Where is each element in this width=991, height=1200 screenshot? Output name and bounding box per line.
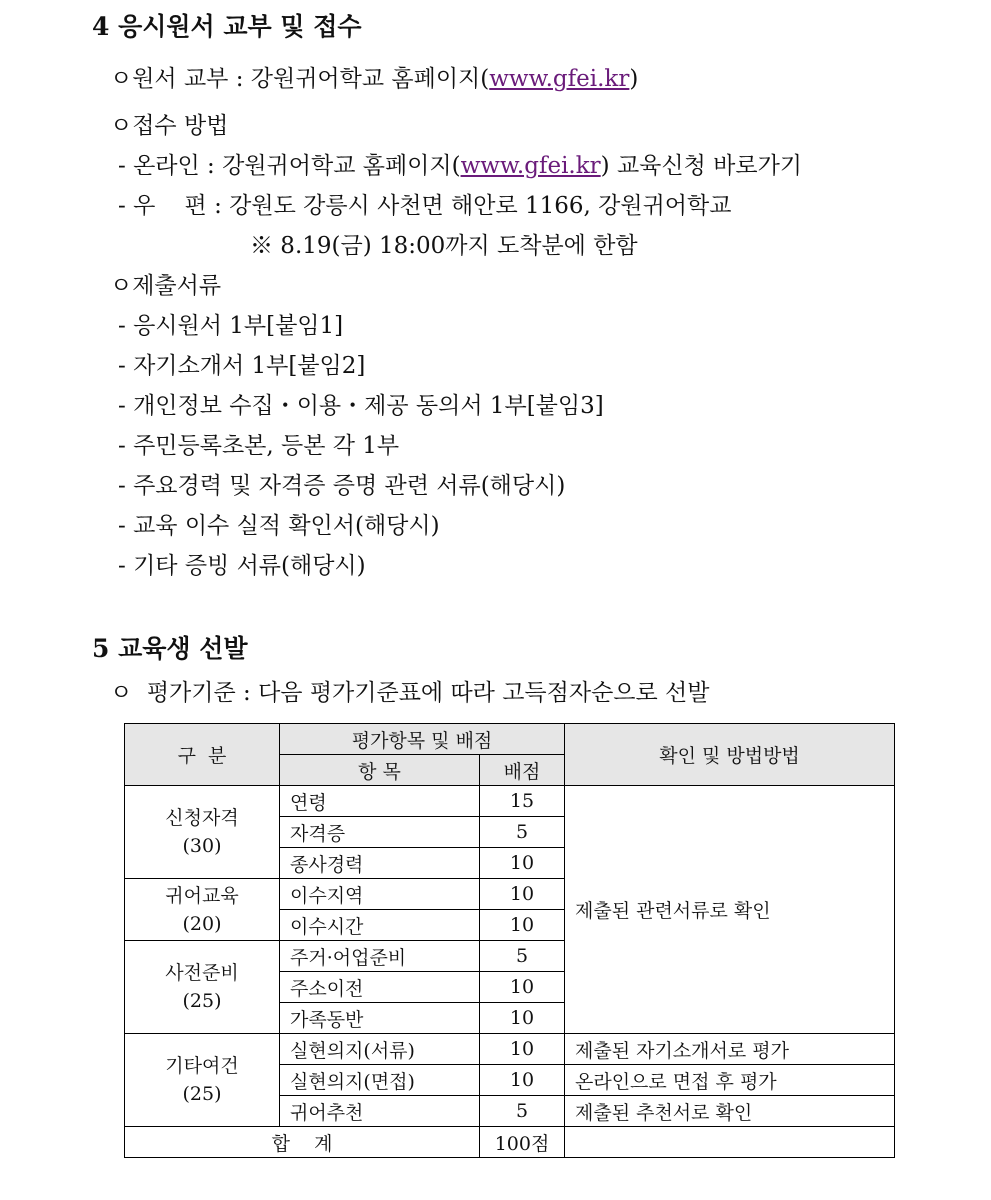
document-item: - 교육 이수 실적 확인서(해당시)	[118, 513, 440, 539]
document-item: - 기타 증빙 서류(해당시)	[118, 553, 366, 579]
points-cell: 15	[480, 786, 565, 817]
mail-submission-line: - 우 편 : 강원도 강릉시 사천면 해안로 1166, 강원귀어학교	[118, 193, 732, 219]
header-items-points: 평가항목 및 배점	[280, 724, 565, 755]
group-cell	[125, 786, 280, 879]
header-points: 배점	[480, 755, 565, 786]
group-cell	[125, 941, 280, 1034]
points-cell: 5	[480, 817, 565, 848]
online-submission-line	[118, 151, 802, 181]
homepage-link[interactable]: www.gfei.kr	[489, 66, 630, 92]
group-total: (30)	[182, 835, 222, 857]
points-cell: 10	[480, 910, 565, 941]
total-points: 100점	[480, 1127, 565, 1158]
document-item: - 응시원서 1부[붙임1]	[118, 313, 344, 339]
application-issue-line	[110, 64, 638, 94]
group-name: 사전준비	[165, 962, 239, 984]
header-division: 구 분	[125, 724, 280, 786]
item-cell: 이수지역	[280, 879, 480, 910]
document-item: - 개인정보 수집・이용・제공 동의서 1부[붙임3]	[118, 393, 604, 419]
document-item: - 주요경력 및 자격증 증명 관련 서류(해당시)	[118, 473, 566, 499]
points-cell: 10	[480, 1034, 565, 1065]
points-cell: 10	[480, 1003, 565, 1034]
method-self-intro: 제출된 자기소개서로 평가	[565, 1034, 895, 1065]
group-total: (25)	[182, 990, 222, 1012]
method-recommendation: 제출된 추천서로 확인	[565, 1096, 895, 1127]
points-cell: 10	[480, 879, 565, 910]
points-cell: 5	[480, 1096, 565, 1127]
section-5-heading: 5 교육생 선발	[92, 634, 248, 663]
item-cell: 가족동반	[280, 1003, 480, 1034]
item-cell: 이수시간	[280, 910, 480, 941]
item-cell: 주거·어업준비	[280, 941, 480, 972]
method-documents: 제출된 관련서류로 확인	[565, 786, 895, 1034]
points-cell: 10	[480, 848, 565, 879]
mail-deadline-note: ※ 8.19(금) 18:00까지 도착분에 한함	[250, 233, 638, 259]
group-name: 신청자격	[165, 807, 239, 829]
group-name: 귀어교육	[165, 884, 239, 907]
online-submission-suffix: ) 교육신청 바로가기	[600, 153, 803, 179]
points-cell: 10	[480, 972, 565, 1003]
header-item: 항 목	[280, 755, 480, 786]
total-method-empty	[565, 1127, 895, 1158]
evaluation-table	[124, 723, 895, 1158]
item-cell: 귀어추천	[280, 1096, 480, 1127]
item-cell: 실현의지(면접)	[280, 1065, 480, 1096]
application-issue-text: ㅇ원서 교부 : 강원귀어학교 홈페이지(	[110, 66, 490, 92]
item-cell: 연령	[280, 786, 480, 817]
method-interview: 온라인으로 면접 후 평가	[565, 1065, 895, 1096]
evaluation-criteria: ㅇ 평가기준 : 다음 평가기준표에 따라 고득점자순으로 선발	[110, 680, 710, 706]
submission-method-title: ㅇ접수 방법	[110, 113, 229, 139]
item-cell: 자격증	[280, 817, 480, 848]
total-label: 합 계	[125, 1127, 480, 1158]
online-submission-text: - 온라인 : 강원귀어학교 홈페이지(	[118, 153, 461, 179]
group-total: (25)	[182, 1083, 222, 1105]
document-item: - 주민등록초본, 등본 각 1부	[118, 433, 400, 459]
points-cell: 10	[480, 1065, 565, 1096]
item-cell: 종사경력	[280, 848, 480, 879]
points-cell: 5	[480, 941, 565, 972]
group-cell	[125, 879, 280, 941]
online-homepage-link[interactable]: www.gfei.kr	[460, 153, 601, 179]
item-cell: 실현의지(서류)	[280, 1034, 480, 1065]
application-issue-suffix: )	[629, 66, 639, 92]
group-cell	[125, 1034, 280, 1127]
item-cell: 주소이전	[280, 972, 480, 1003]
header-method: 확인 및 방법방법	[565, 724, 895, 786]
group-name: 기타여건	[165, 1055, 239, 1077]
section-4-heading: 4 응시원서 교부 및 접수	[92, 12, 362, 41]
documents-title: ㅇ제출서류	[110, 273, 222, 299]
document-item: - 자기소개서 1부[붙임2]	[118, 353, 366, 379]
group-total: (20)	[182, 912, 222, 935]
